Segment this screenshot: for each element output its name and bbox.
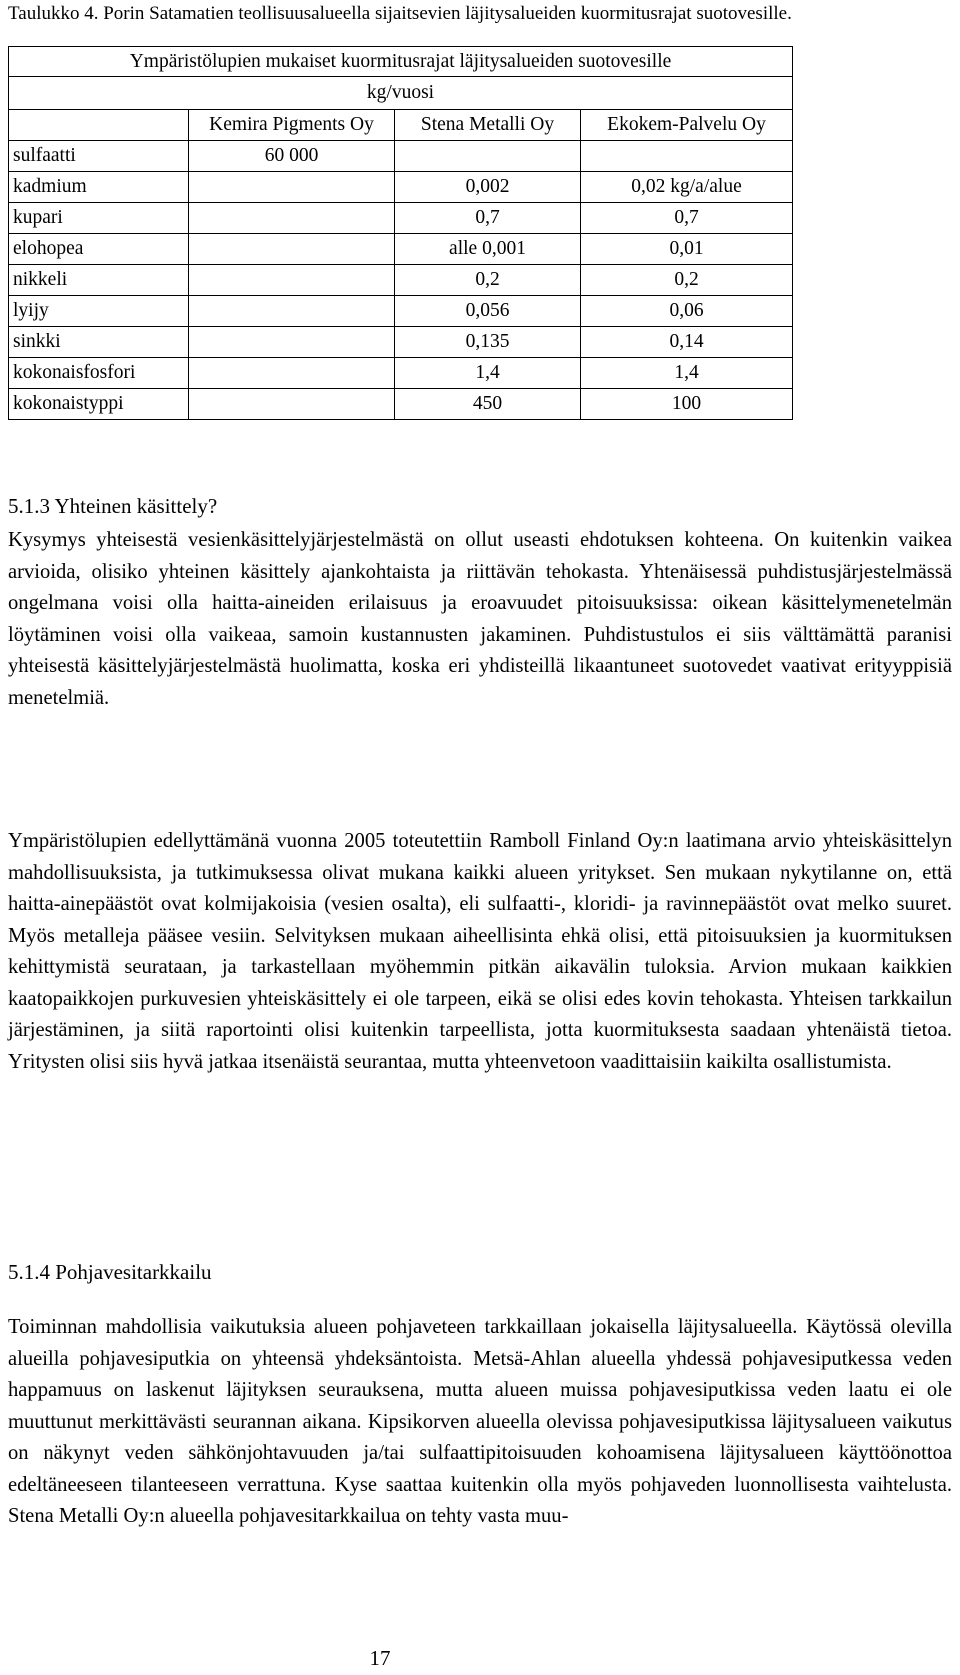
table-row: [9, 141, 793, 172]
value-cell: 100: [581, 389, 793, 420]
value-cell: [189, 327, 395, 358]
value-cell: [189, 358, 395, 389]
table-row: [9, 203, 793, 234]
table-row: [9, 172, 793, 203]
column-header: Stena Metalli Oy: [395, 110, 581, 141]
value-cell: 60 000: [189, 141, 395, 172]
value-cell: 0,7: [581, 203, 793, 234]
substance-cell: sulfaatti: [9, 141, 189, 172]
value-cell: [189, 389, 395, 420]
substance-cell: kokonaistyppi: [9, 389, 189, 420]
value-cell: [189, 296, 395, 327]
column-header: Ekokem-Palvelu Oy: [581, 110, 793, 141]
substance-cell: elohopea: [9, 234, 189, 265]
substance-cell: kadmium: [9, 172, 189, 203]
column-header: [9, 110, 189, 141]
paragraph: Toiminnan mahdollisia vaikutuksia alueen pohjaveteen tarkkaillaan jokaisella läjitysalueella. Käytössä olevilla alueilla pohjavesiputkia on yhteensä yhdeksäntoista. Metsä-Ahlan alueella yhdessä pohjavesiputkessa veden happamuus on laskenut läjityksen seurauksena, mutta alueen muissa pohjavesiputkissa veden laatu ei ole muuttunut merkittävästi seurannan aikana. Kipsikorven alueella olevissa pohjavesiputkissa läjitysalueen vaikutus on näkynyt veden sähkönjohtavuuden ja/tai sulfaattipitoisuuden kohoamisena läjitysalueen käyttöönottoa edeltäneeseen tilanteeseen verrattuna. Kyse saattaa kuitenkin olla myös pohjaveden luonnollisesta vaihtelusta. Stena Metalli Oy:n alueella pohjavesitarkkailua on tehty vasta muu-: [8, 1316, 952, 1527]
substance-cell: lyijy: [9, 296, 189, 327]
value-cell: alle 0,001: [395, 234, 581, 265]
value-cell: 0,14: [581, 327, 793, 358]
substance-cell: kupari: [9, 203, 189, 234]
value-cell: 0,002: [395, 172, 581, 203]
value-cell: [581, 141, 793, 172]
substance-cell: sinkki: [9, 327, 189, 358]
table-caption: Taulukko 4. Porin Satamatien teollisuusalueella sijaitsevien läjitysalueiden kuormitusrajat suotovesille.: [8, 3, 792, 24]
table-header-row: [9, 110, 793, 141]
table-row: [9, 389, 793, 420]
value-cell: [395, 141, 581, 172]
table-unit: kg/vuosi: [9, 77, 793, 110]
table-row: [9, 358, 793, 389]
value-cell: 1,4: [395, 358, 581, 389]
value-cell: [189, 265, 395, 296]
value-cell: [189, 203, 395, 234]
table-unit-row: [9, 77, 793, 110]
value-cell: 0,02 kg/a/alue: [581, 172, 793, 203]
paragraph: Ympäristölupien edellyttämänä vuonna 2005 toteutettiin Ramboll Finland Oy:n laatimana arvio yhteiskäsittelyn mahdollisuuksista, ja tutkimuksessa olivat mukana kaikki alueen yritykset. Sen mukaan nykytilanne on, että haitta-ainepäästöt ovat kolmijakoisia (vesien osalta), eli sulfaatti-, kloridi- ja ravinnepäästöt ovat melko suuret. Myös metalleja pääsee vesiin. Selvityksen mukaan aiheellisinta ehkä olisi, että pitoisuuksien ja kuormituksen kehittymistä seurataan, ja tarkastellaan myöhemmin pitkän aikavälin tuloksia. Arvion mukaan kaikkien kaatopaikkojen purkuvesien yhteiskäsittely ei ole tarpeen, eikä se olisi edes kovin tehokasta. Yhteisen tarkkailun järjestäminen, ja siitä raportointi olisi kuitenkin tarpeellista, jotta kuormituksesta saadaan yhtenäistä tietoa. Yritysten olisi siis hyvä jatkaa itsenäistä seurantaa, mutta yhteenvetoon vaadittaisiin kaikilta osallistumista.: [8, 830, 952, 1073]
value-cell: 0,01: [581, 234, 793, 265]
table-title-row: [9, 47, 793, 77]
table-row: [9, 327, 793, 358]
substance-cell: nikkeli: [9, 265, 189, 296]
value-cell: 0,7: [395, 203, 581, 234]
value-cell: 0,06: [581, 296, 793, 327]
paragraph: Kysymys yhteisestä vesienkäsittelyjärjestelmästä on ollut useasti ehdotuksen kohteena. On kuitenkin vaikea arvioida, olisiko yhteinen käsittely ajankohtaista ja riittävän tehokasta. Yhtenäisessä puhdistusjärjestelmässä ongelmana voisi olla haitta-aineiden erilaisuus ja eroavuudet pitoisuuksissa: oikean käsittelymenetelmän löytäminen voisi olla vaikeaa, samoin kustannusten jakaminen. Puhdistustulos ei siis välttämättä paranisi yhteisestä käsittelyjärjestelmästä huolimatta, koska eri yhdisteillä likaantuneet suotovedet vaativat erityyppisiä menetelmiä.: [8, 529, 952, 709]
substance-cell: kokonaisfosfori: [9, 358, 189, 389]
value-cell: [189, 172, 395, 203]
value-cell: 1,4: [581, 358, 793, 389]
section-heading-5-1-3: 5.1.3 Yhteinen käsittely?: [8, 494, 218, 518]
column-header: Kemira Pigments Oy: [189, 110, 395, 141]
value-cell: 0,2: [395, 265, 581, 296]
value-cell: 0,056: [395, 296, 581, 327]
load-limits-table: [8, 46, 793, 420]
value-cell: [189, 234, 395, 265]
table-row: [9, 265, 793, 296]
value-cell: 0,135: [395, 327, 581, 358]
value-cell: 0,2: [581, 265, 793, 296]
table-row: [9, 296, 793, 327]
table-title: Ympäristölupien mukaiset kuormitusrajat läjitysalueiden suotovesille: [9, 47, 793, 77]
section-heading-5-1-4: 5.1.4 Pohjavesitarkkailu: [8, 1260, 212, 1284]
value-cell: 450: [395, 389, 581, 420]
table-row: [9, 234, 793, 265]
page-number: 17: [369, 1646, 391, 1670]
